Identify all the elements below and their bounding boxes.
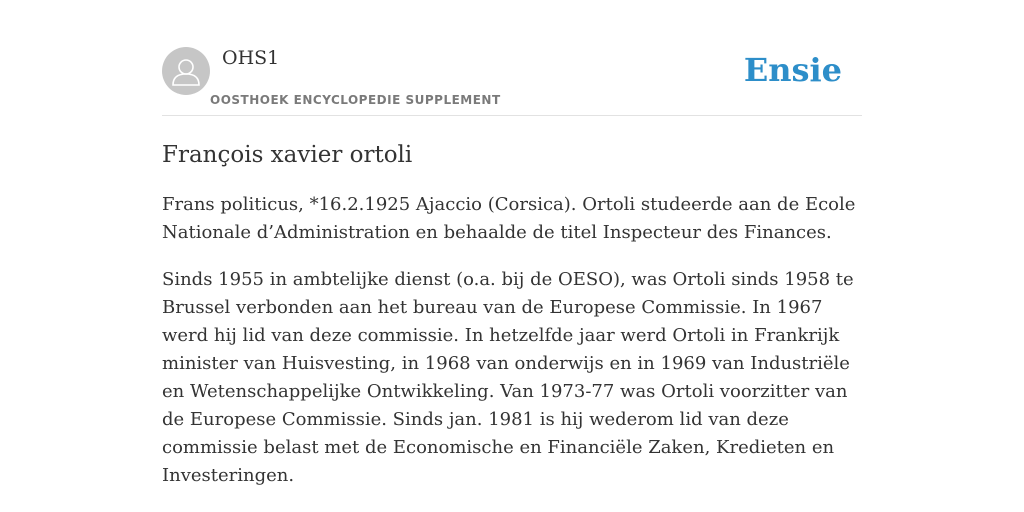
article-paragraph-1: Frans politicus, *16.2.1925 Ajaccio (Corsica). Ortoli studeerde aan de Ecole Nationale d’Administration en behaalde de titel Inspecteur des Finances.	[162, 194, 856, 243]
brand-logo[interactable]: Ensie	[743, 51, 842, 89]
header-divider	[162, 115, 862, 116]
article-title: François xavier ortoli	[162, 142, 413, 168]
article	[162, 138, 862, 509]
article-paragraph-2: Sinds 1955 in ambtelijke dienst (o.a. bij de OESO), was Ortoli sinds 1958 te Brussel verbonden aan het bureau van de Europese Commissie. In 1967 werd hij lid van deze commissie. In hetzelfde jaar werd Ortoli in Frankrijk minister van Huisvesting, in 1968 van onderwijs en in 1969 van Industriële en Wetenschappelijke Ontwikkeling. Van 1973-77 was Ortoli voorzitter van de Europese Commissie. Sinds jan. 1981 is hij wederom lid van deze commissie belast met de Economische en Financiële Zaken, Kredieten en Investeringen.	[162, 269, 854, 486]
author-name[interactable]: OHS1	[222, 47, 280, 69]
page-header	[162, 44, 862, 116]
source-subtitle[interactable]: OOSTHOEK ENCYCLOPEDIE SUPPLEMENT	[210, 93, 501, 107]
user-avatar-icon[interactable]	[162, 47, 210, 95]
